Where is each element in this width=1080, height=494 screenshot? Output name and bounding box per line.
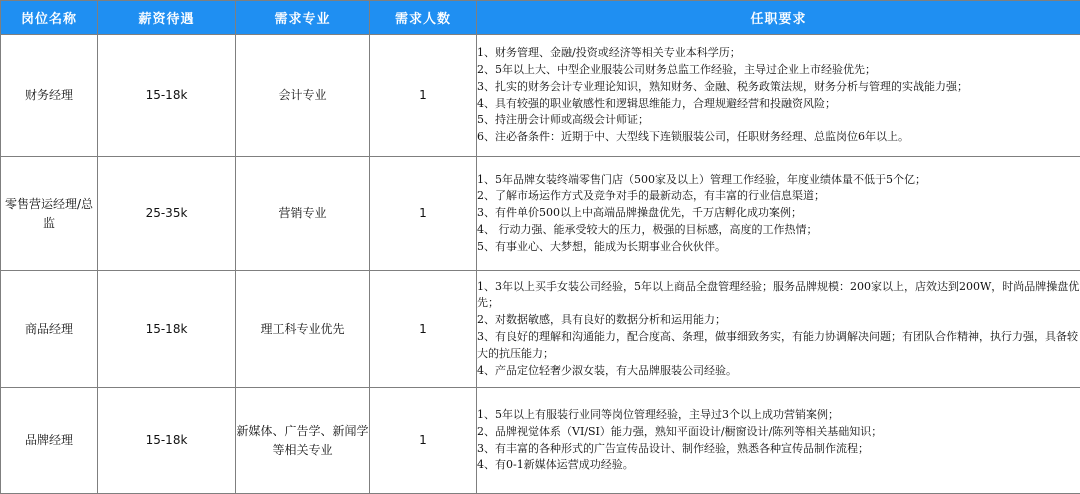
count-cell: 1 (370, 35, 477, 157)
salary-cell: 15-18k (98, 35, 236, 157)
requirements-cell (477, 157, 1080, 271)
header-position: 岗位名称 (1, 1, 98, 35)
salary-cell: 25-35k (98, 157, 236, 271)
requirement-item: 4、产品定位轻奢少淑女装，有大品牌服装公司经验。 (477, 363, 1080, 380)
requirement-item: 5、有事业心、大梦想，能成为长期事业合伙伙伴。 (477, 239, 1080, 256)
major-cell: 新媒体、广告学、新闻学等相关专业 (236, 388, 370, 494)
table-row (1, 271, 1080, 388)
requirement-item: 4、有0-1新媒体运营成功经验。 (477, 457, 1080, 474)
table-row (1, 157, 1080, 271)
requirement-item: 1、5年以上有服装行业同等岗位管理经验，主导过3个以上成功营销案例； (477, 407, 1080, 424)
header-requirements: 任职要求 (477, 1, 1080, 35)
position-cell: 商品经理 (1, 271, 98, 388)
requirement-item: 2、5年以上大、中型企业服装公司财务总监工作经验，主导过企业上市经验优先； (477, 62, 1080, 79)
requirement-item: 4、 行动力强、能承受较大的压力，极强的目标感，高度的工作热情； (477, 222, 1080, 239)
header-count: 需求人数 (370, 1, 477, 35)
requirement-item: 1、财务管理、金融/投资或经济等相关专业本科学历； (477, 45, 1080, 62)
requirement-item: 3、有丰富的各种形式的广告宣传品设计、制作经验，熟悉各种宣传品制作流程； (477, 441, 1080, 458)
requirement-item: 3、有件单价500以上中高端品牌操盘优先，千万店孵化成功案例； (477, 205, 1080, 222)
count-cell: 1 (370, 271, 477, 388)
requirements-cell (477, 35, 1080, 157)
position-cell: 品牌经理 (1, 388, 98, 494)
table-row (1, 388, 1080, 494)
major-cell: 营销专业 (236, 157, 370, 271)
header-major: 需求专业 (236, 1, 370, 35)
count-cell: 1 (370, 157, 477, 271)
count-cell: 1 (370, 388, 477, 494)
requirement-item: 3、扎实的财务会计专业理论知识，熟知财务、金融、税务政策法规，财务分析与管理的实战能力强； (477, 79, 1080, 96)
requirements-cell (477, 271, 1080, 388)
requirement-item: 2、品牌视觉体系（VI/SI）能力强，熟知平面设计/橱窗设计/陈列等相关基础知识； (477, 424, 1080, 441)
table-header-row (1, 1, 1080, 35)
major-cell: 理工科专业优先 (236, 271, 370, 388)
header-salary: 薪资待遇 (98, 1, 236, 35)
requirement-item: 1、5年品牌女装终端零售门店（500家及以上）管理工作经验，年度业绩体量不低于5个亿； (477, 172, 1080, 189)
requirement-item: 6、注必备条件：近期于中、大型线下连锁服装公司，任职财务经理、总监岗位6年以上。 (477, 129, 1080, 146)
position-cell: 零售营运经理/总监 (1, 157, 98, 271)
requirement-item: 4、具有较强的职业敏感性和逻辑思维能力，合理规避经营和投融资风险； (477, 96, 1080, 113)
requirement-item: 2、对数据敏感，具有良好的数据分析和运用能力； (477, 312, 1080, 329)
salary-cell: 15-18k (98, 271, 236, 388)
requirement-item: 3、有良好的理解和沟通能力，配合度高、条理，做事细致务实，有能力协调解决问题；有团队合作精神，执行力强，具备较大的抗压能力； (477, 329, 1080, 363)
salary-cell: 15-18k (98, 388, 236, 494)
requirements-cell (477, 388, 1080, 494)
requirement-item: 5、持注册会计师或高级会计师证； (477, 112, 1080, 129)
major-cell: 会计专业 (236, 35, 370, 157)
position-cell: 财务经理 (1, 35, 98, 157)
table-row (1, 35, 1080, 157)
requirement-item: 1、3年以上买手女装公司经验，5年以上商品全盘管理经验；服务品牌规模：200家以上，店效达到200W，时尚品牌操盘优先； (477, 279, 1080, 313)
requirement-item: 2、了解市场运作方式及竞争对手的最新动态，有丰富的行业信息渠道； (477, 188, 1080, 205)
